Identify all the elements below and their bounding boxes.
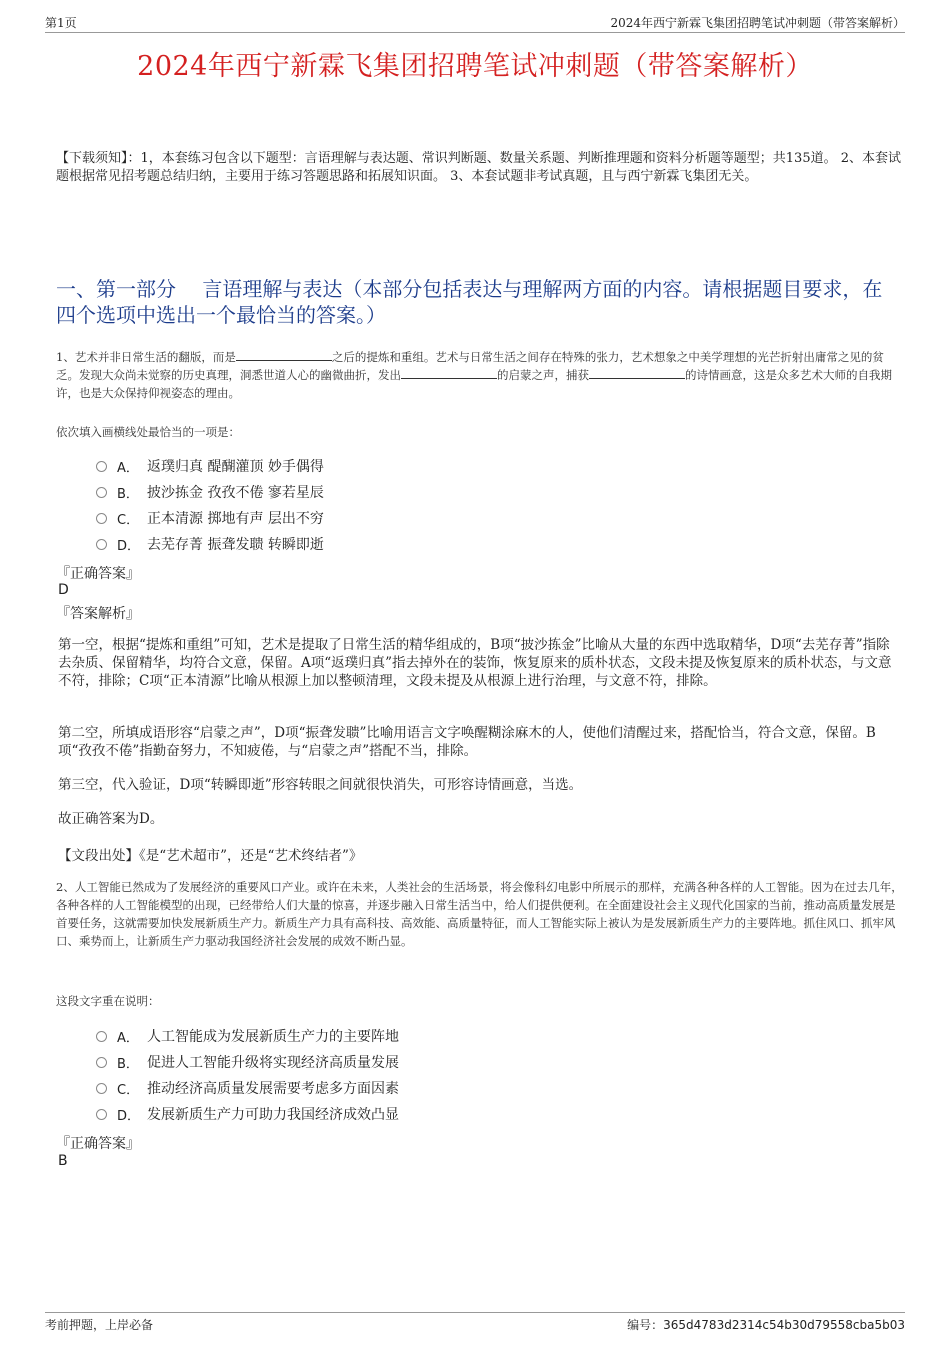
radio-icon[interactable] [96, 461, 107, 472]
radio-icon[interactable] [96, 539, 107, 550]
question-2-text: 2、人工智能已然成为了发展经济的重要风口产业。或许在未来，人类社会的生活场景，将会像科幻电影中所展示的那样，充满各种各样的人工智能。因为在过去几年，各种各样的人工智能模型的出现，已经带给人们大量的惊喜，并逐步融入日常生活当中，给人们提供便利。在全面建设社会主义现代化国家的当前，推动高质量发展是首要任务，这就需要加快发展新质生产力。新质生产力具有高科技、高效能、高质量特征，而人工智能实际上被认为是发展新质生产力的主要阵地。抓住风口、抓牢风口、乘势而上，让新质生产力驱动我国经济社会发展的成效不断凸显。 [56, 880, 903, 948]
footer-slogan: 考前押题，上岸必备 [45, 1318, 154, 1332]
answer-label: 『正确答案』 [56, 566, 140, 582]
document-title: 2024年西宁新霖飞集团招聘笔试冲刺题（带答案解析） [137, 51, 813, 82]
option-b[interactable]: B． 促进人工智能升级将实现经济高质量发展 [96, 1049, 399, 1075]
option-c[interactable]: C． 推动经济高质量发展需要考虑多方面因素 [96, 1075, 399, 1101]
page-header [45, 14, 905, 33]
option-d[interactable]: D． 发展新质生产力可助力我国经济成效凸显 [96, 1101, 399, 1127]
download-notice: 【下载须知】：1，本套练习包含以下题型：言语理解与表达题、常识判断题、数量关系题、判断推理题和资料分析题等题型；共135道。 2、本套试题根据常见招考题总结归纳，主要用于练习答题思路和拓展知识面。 3、本套试题非考试真题，且与西宁新霖飞集团无关。 [56, 151, 901, 184]
analysis-paragraph: 第一空，根据“提炼和重组”可知，艺术是提取了日常生活的精华组成的，B项“披沙拣金”比喻从大量的东西中选取精华，D项“去芜存菁”指除去杂质、保留精华，均符合文意，保留。A项“返璞归真”指去掉外在的装饰，恢复原来的质朴状态，文段未提及恢复原来的质朴状态，与文意不符，排除；C项“正本清源”比喻从根源上加以整顿清理，文段未提及从根源上进行治理，与文意不符，排除。 [58, 637, 892, 689]
analysis-paragraph: 第二空，所填成语形容“启蒙之声”，D项“振聋发聩”比喻用语言文字唤醒糊涂麻木的人，使他们清醒过来，搭配恰当，符合文意，保留。B项“孜孜不倦”指勤奋努力，不知疲倦，与“启蒙之声”搭配不当，排除。 [58, 725, 876, 759]
question-1-text: 1、艺术并非日常生活的翻版，而是 之后的提炼和重组。艺术与日常生活之间存在特殊的张力，艺术想象之中美学理想的光芒折射出庸常之见的贫乏。发现大众尚未觉察的历史真理，洞悉世道人心的幽微曲折，发出 的启蒙之声，捕获 的诗情画意，这是众多艺术大师的自我期许，也是大众保持仰视姿态的理由。 [56, 350, 892, 400]
source-citation: 【文段出处】《是“艺术超市”，还是“艺术终结者”》 [58, 848, 363, 864]
header-doc-title: 2024年西宁新霖飞集团招聘笔试冲刺题（带答案解析） [610, 16, 905, 30]
page-number: 第1页 [45, 16, 77, 30]
option-c[interactable]: C． 正本清源 掷地有声 层出不穷 [96, 505, 324, 531]
option-a[interactable]: A． 返璞归真 醍醐灌顶 妙手偶得 [96, 453, 324, 479]
question-1-options [96, 453, 324, 557]
radio-icon[interactable] [96, 1083, 107, 1094]
analysis-paragraph: 故正确答案为D。 [58, 811, 164, 827]
analysis-paragraph: 第三空，代入验证，D项“转瞬即逝”形容转眼之间就很快消失，可形容诗情画意，当选。 [58, 777, 583, 793]
question-2-options [96, 1023, 399, 1127]
option-a[interactable]: A． 人工智能成为发展新质生产力的主要阵地 [96, 1023, 399, 1049]
answer-blank-1 [236, 360, 332, 361]
page-footer [45, 1312, 905, 1334]
answer-blank-3 [589, 378, 685, 379]
answer-label: 『正确答案』 [56, 1136, 140, 1152]
option-d[interactable]: D． 去芜存菁 振聋发聩 转瞬即逝 [96, 531, 324, 557]
answer-blank-2 [401, 378, 497, 379]
answer-value: B [58, 1153, 68, 1169]
answer-value: D [58, 582, 69, 598]
footer-serial: 编号：365d4783d2314c54b30d79558cba5b03 [627, 1318, 905, 1332]
analysis-label: 『答案解析』 [56, 606, 140, 622]
question-2-prompt: 这段文字重在说明： [56, 994, 160, 1008]
question-1-prompt: 依次填入画横线处最恰当的一项是： [56, 425, 240, 439]
radio-icon[interactable] [96, 1031, 107, 1042]
radio-icon[interactable] [96, 513, 107, 524]
radio-icon[interactable] [96, 1109, 107, 1120]
option-b[interactable]: B． 披沙拣金 孜孜不倦 寥若星辰 [96, 479, 324, 505]
section-title: 一、第一部分 言语理解与表达（本部分包括表达与理解两方面的内容。请根据题目要求，在四个选项中选出一个最恰当的答案。） [56, 277, 883, 327]
radio-icon[interactable] [96, 487, 107, 498]
radio-icon[interactable] [96, 1057, 107, 1068]
